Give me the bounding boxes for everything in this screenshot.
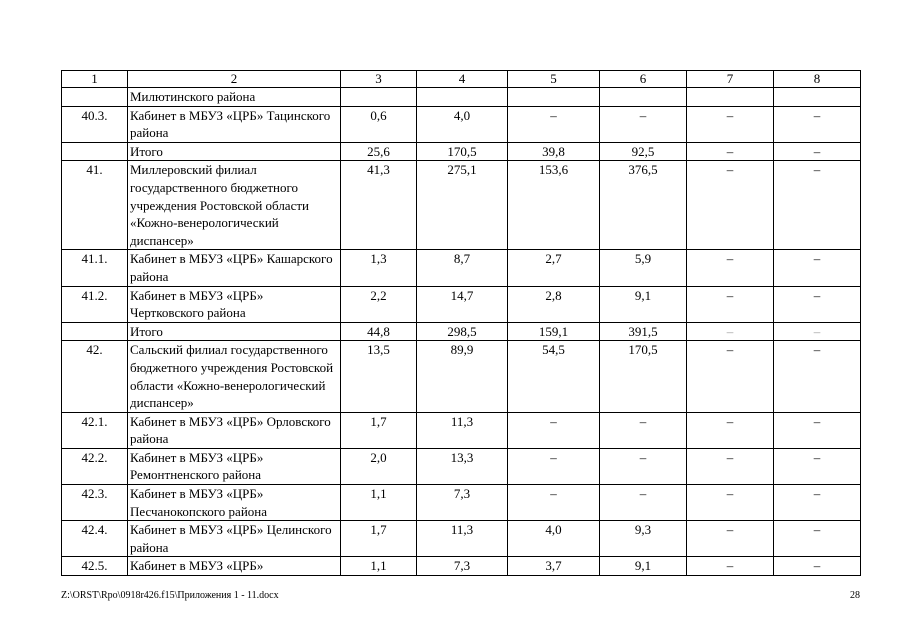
table-row [62, 341, 861, 412]
col8-cell: – [774, 412, 861, 448]
col6-cell: 9,3 [600, 521, 687, 557]
column-header: 1 [62, 71, 128, 88]
col5-cell: 54,5 [508, 341, 600, 412]
row-number-cell: 40.3. [62, 106, 128, 142]
col5-cell: 3,7 [508, 557, 600, 576]
col8-cell: – [774, 557, 861, 576]
col6-cell: 376,5 [600, 161, 687, 250]
col6-cell: 92,5 [600, 142, 687, 161]
col7-cell: – [687, 521, 774, 557]
name-cell: Кабинет в МБУЗ «ЦРБ» Целинского района [128, 521, 341, 557]
table-row [62, 521, 861, 557]
col3-cell: 2,2 [341, 286, 417, 322]
col3-cell: 41,3 [341, 161, 417, 250]
col4-cell: 7,3 [417, 485, 508, 521]
col7-cell: – [687, 322, 774, 341]
col4-cell: 4,0 [417, 106, 508, 142]
page-number: 28 [850, 590, 860, 601]
name-cell: Кабинет в МБУЗ «ЦРБ» Песчанокопского района [128, 485, 341, 521]
col6-cell: 5,9 [600, 250, 687, 286]
col3-cell: 2,0 [341, 448, 417, 484]
col3-cell: 1,7 [341, 412, 417, 448]
row-number-cell [62, 88, 128, 107]
col5-cell: 159,1 [508, 322, 600, 341]
table-row [62, 88, 861, 107]
table-row [62, 161, 861, 250]
column-header: 4 [417, 71, 508, 88]
row-number-cell: 41.2. [62, 286, 128, 322]
col4-cell: 14,7 [417, 286, 508, 322]
name-cell: Кабинет в МБУЗ «ЦРБ» Кашарского района [128, 250, 341, 286]
col8-cell [774, 88, 861, 107]
col5-cell: 4,0 [508, 521, 600, 557]
col8-cell: – [774, 485, 861, 521]
col7-cell: – [687, 448, 774, 484]
col6-cell: – [600, 485, 687, 521]
row-number-cell: 42.4. [62, 521, 128, 557]
column-header: 5 [508, 71, 600, 88]
col3-cell [341, 88, 417, 107]
name-cell: Кабинет в МБУЗ «ЦРБ» [128, 557, 341, 576]
col3-cell: 44,8 [341, 322, 417, 341]
name-cell: Итого [128, 142, 341, 161]
col4-cell: 298,5 [417, 322, 508, 341]
table-row [62, 485, 861, 521]
data-table [61, 70, 861, 576]
table-row [62, 286, 861, 322]
col5-cell: 2,8 [508, 286, 600, 322]
col5-cell: 2,7 [508, 250, 600, 286]
col7-cell: – [687, 106, 774, 142]
table-row [62, 106, 861, 142]
col4-cell: 8,7 [417, 250, 508, 286]
col6-cell: – [600, 412, 687, 448]
col7-cell: – [687, 286, 774, 322]
col5-cell: – [508, 106, 600, 142]
col7-cell: – [687, 412, 774, 448]
name-cell: Итого [128, 322, 341, 341]
col6-cell: 9,1 [600, 557, 687, 576]
table-row [62, 250, 861, 286]
col5-cell: – [508, 485, 600, 521]
col8-cell: – [774, 106, 861, 142]
col3-cell: 13,5 [341, 341, 417, 412]
col6-cell [600, 88, 687, 107]
column-header: 3 [341, 71, 417, 88]
col4-cell: 89,9 [417, 341, 508, 412]
col4-cell: 11,3 [417, 521, 508, 557]
col6-cell: – [600, 106, 687, 142]
col4-cell: 11,3 [417, 412, 508, 448]
column-header: 2 [128, 71, 341, 88]
header-row [62, 71, 861, 88]
col7-cell [687, 88, 774, 107]
col6-cell: 9,1 [600, 286, 687, 322]
col4-cell: 13,3 [417, 448, 508, 484]
col8-cell: – [774, 286, 861, 322]
col6-cell: 391,5 [600, 322, 687, 341]
col4-cell: 170,5 [417, 142, 508, 161]
col7-cell: – [687, 341, 774, 412]
table-row [62, 448, 861, 484]
name-cell: Сальский филиал государственного бюджетного учреждения Ростовской области «Кожно-венерологический диспансер» [128, 341, 341, 412]
row-number-cell: 41.1. [62, 250, 128, 286]
col5-cell: – [508, 412, 600, 448]
col8-cell: – [774, 142, 861, 161]
name-cell: Кабинет в МБУЗ «ЦРБ» Орловского района [128, 412, 341, 448]
name-cell: Миллеровский филиал государственного бюджетного учреждения Ростовской области «Кожно-венерологический диспансер» [128, 161, 341, 250]
col3-cell: 1,1 [341, 485, 417, 521]
col8-cell: – [774, 322, 861, 341]
col4-cell: 275,1 [417, 161, 508, 250]
col5-cell [508, 88, 600, 107]
column-header: 8 [774, 71, 861, 88]
row-number-cell: 41. [62, 161, 128, 250]
col7-cell: – [687, 250, 774, 286]
col7-cell: – [687, 557, 774, 576]
col6-cell: – [600, 448, 687, 484]
col5-cell: 153,6 [508, 161, 600, 250]
name-cell: Кабинет в МБУЗ «ЦРБ» Чертковского района [128, 286, 341, 322]
table-body [62, 71, 861, 576]
row-number-cell [62, 322, 128, 341]
table-row [62, 142, 861, 161]
column-header: 7 [687, 71, 774, 88]
col7-cell: – [687, 485, 774, 521]
col6-cell: 170,5 [600, 341, 687, 412]
col7-cell: – [687, 142, 774, 161]
col7-cell: – [687, 161, 774, 250]
row-number-cell: 42.1. [62, 412, 128, 448]
col8-cell: – [774, 161, 861, 250]
col8-cell: – [774, 448, 861, 484]
table-row [62, 412, 861, 448]
file-path: Z:\ORST\Rpo\0918r426.f15\Приложения 1 - 11.docx [61, 590, 279, 601]
col3-cell: 1,3 [341, 250, 417, 286]
row-number-cell: 42.2. [62, 448, 128, 484]
col5-cell: 39,8 [508, 142, 600, 161]
col5-cell: – [508, 448, 600, 484]
table-row [62, 322, 861, 341]
col3-cell: 25,6 [341, 142, 417, 161]
row-number-cell: 42.5. [62, 557, 128, 576]
col3-cell: 0,6 [341, 106, 417, 142]
name-cell: Кабинет в МБУЗ «ЦРБ» Ремонтненского района [128, 448, 341, 484]
row-number-cell: 42. [62, 341, 128, 412]
col8-cell: – [774, 341, 861, 412]
col3-cell: 1,1 [341, 557, 417, 576]
name-cell: Милютинского района [128, 88, 341, 107]
name-cell: Кабинет в МБУЗ «ЦРБ» Тацинского района [128, 106, 341, 142]
row-number-cell [62, 142, 128, 161]
col8-cell: – [774, 521, 861, 557]
table-row [62, 557, 861, 576]
col4-cell: 7,3 [417, 557, 508, 576]
col4-cell [417, 88, 508, 107]
col8-cell: – [774, 250, 861, 286]
row-number-cell: 42.3. [62, 485, 128, 521]
col3-cell: 1,7 [341, 521, 417, 557]
column-header: 6 [600, 71, 687, 88]
